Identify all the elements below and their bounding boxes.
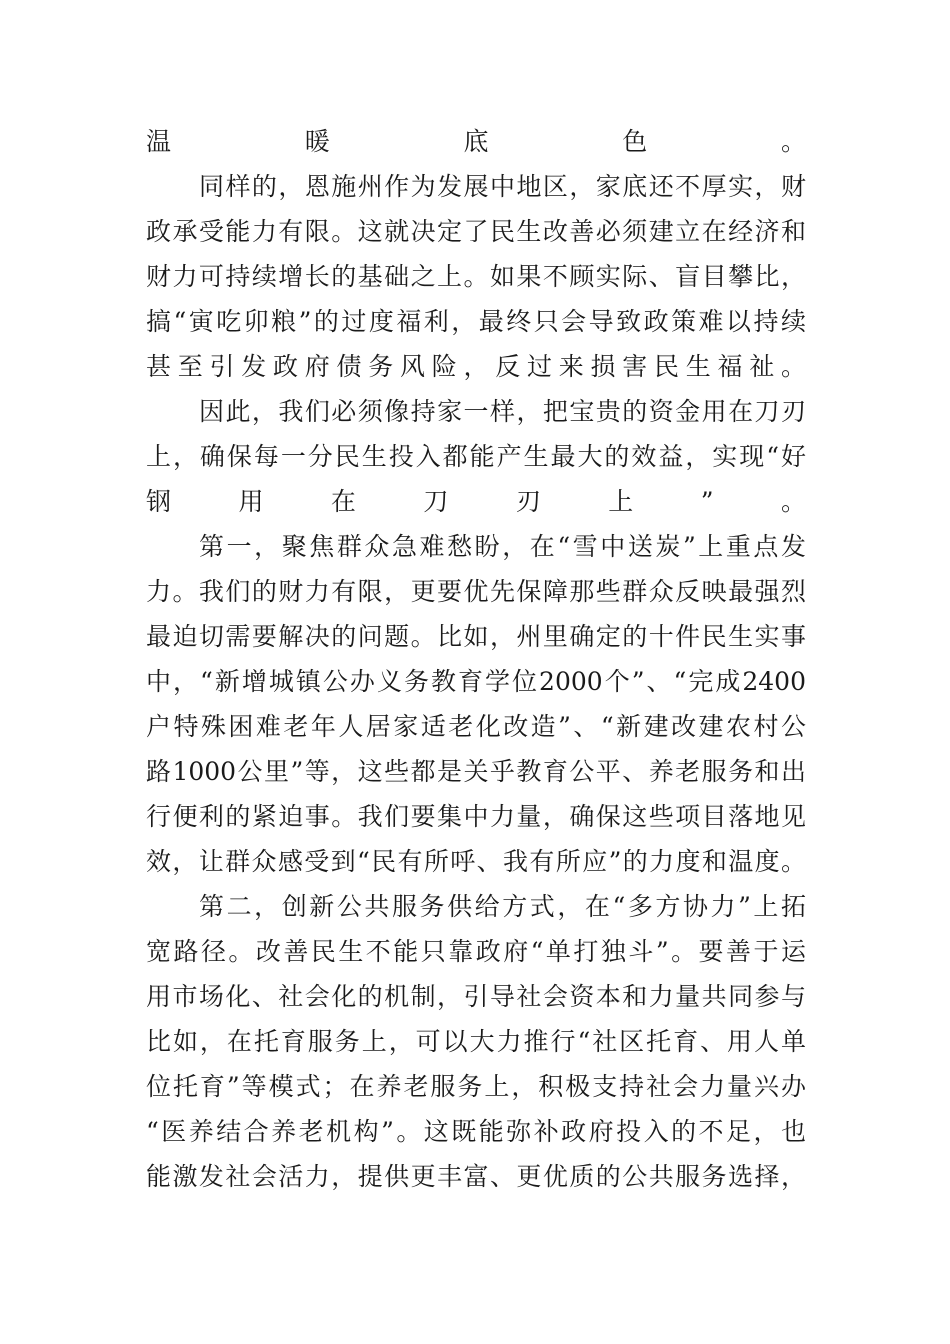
text-line	[0, 930, 950, 974]
text-line	[0, 390, 950, 434]
line-text: 钢用在刀刃上”。	[146, 487, 806, 516]
text-line	[0, 1155, 950, 1199]
line-text: 财力可持续增长的基础之上。如果不顾实际、盲目攀比，	[146, 262, 806, 291]
line-text: 效，让群众感受到“民有所呼、我有所应”的力度和温度。	[146, 847, 806, 876]
text-line	[0, 840, 950, 884]
line-text: 宽路径。改善民生不能只靠政府“单打独斗”。要善于运	[146, 937, 806, 966]
text-line	[0, 1110, 950, 1154]
text-line	[0, 480, 950, 524]
line-text: 甚至引发政府债务风险，反过来损害民生福祉。	[146, 352, 806, 381]
text-line	[0, 615, 950, 659]
line-text: 温暖底色。	[146, 127, 806, 156]
text-line	[0, 345, 950, 389]
text-line	[0, 300, 950, 344]
line-text: 户特殊困难老年人居家适老化改造”、“新建改建农村公	[146, 712, 806, 741]
line-text: 第一，聚焦群众急难愁盼，在“雪中送炭”上重点发	[199, 532, 806, 561]
text-line	[0, 165, 950, 209]
text-line	[0, 435, 950, 479]
line-text: “医养结合养老机构”。这既能弥补政府投入的不足，也	[146, 1117, 806, 1146]
text-line	[0, 525, 950, 569]
text-line	[0, 255, 950, 299]
line-text: 比如，在托育服务上，可以大力推行“社区托育、用人单	[146, 1027, 806, 1056]
line-text: 政承受能力有限。这就决定了民生改善必须建立在经济和	[146, 217, 806, 246]
line-text: 力。我们的财力有限，更要优先保障那些群众反映最强烈	[146, 577, 806, 606]
line-text: 用市场化、社会化的机制，引导社会资本和力量共同参与	[146, 982, 806, 1011]
text-line	[0, 750, 950, 794]
line-text: 同样的，恩施州作为发展中地区，家底还不厚实，财	[199, 172, 806, 201]
text-line	[0, 570, 950, 614]
line-text: 最迫切需要解决的问题。比如，州里确定的十件民生实事	[146, 622, 806, 651]
text-line	[0, 120, 950, 164]
line-text: 搞“寅吃卯粮”的过度福利，最终只会导致政策难以持续	[146, 307, 806, 336]
text-line	[0, 705, 950, 749]
text-line	[0, 1020, 950, 1064]
line-text: 第二，创新公共服务供给方式，在“多方协力”上拓	[199, 892, 806, 921]
text-line	[0, 795, 950, 839]
line-text: 能激发社会活力，提供更丰富、更优质的公共服务选择，	[146, 1162, 806, 1191]
text-line	[0, 1065, 950, 1109]
line-text: 行便利的紧迫事。我们要集中力量，确保这些项目落地见	[146, 802, 806, 831]
text-line	[0, 975, 950, 1019]
text-line	[0, 885, 950, 929]
line-text: 位托育”等模式；在养老服务上，积极支持社会力量兴办	[146, 1072, 806, 1101]
text-line	[0, 210, 950, 254]
line-text: 因此，我们必须像持家一样，把宝贵的资金用在刀刃	[199, 397, 806, 426]
line-text: 路1000公里”等，这些都是关乎教育公平、养老服务和出	[146, 757, 806, 786]
text-line	[0, 660, 950, 704]
line-text: 中，“新增城镇公办义务教育学位2000个”、“完成2400	[146, 667, 806, 696]
line-text: 上，确保每一分民生投入都能产生最大的效益，实现“好	[146, 442, 806, 471]
